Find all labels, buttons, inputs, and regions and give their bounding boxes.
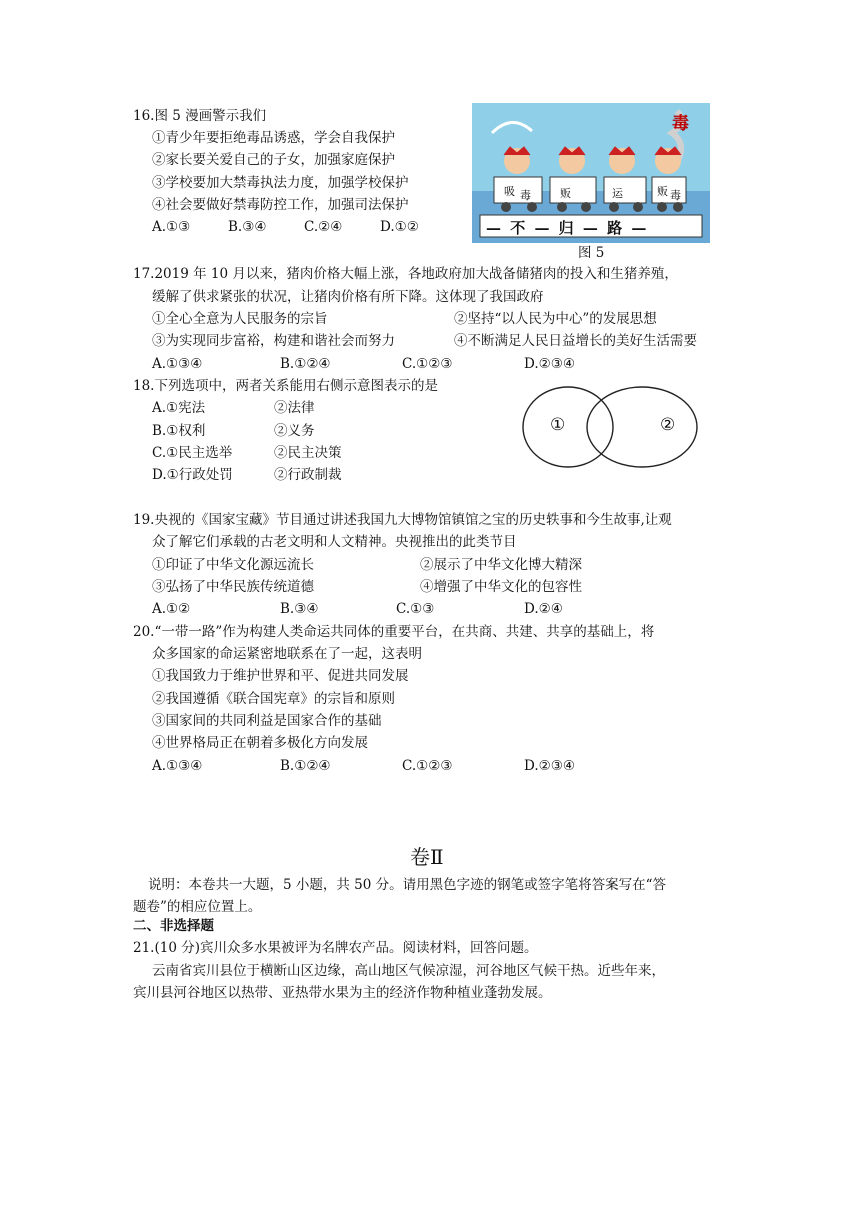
q17-item-2: ②坚持“以人民为中心”的发展思想 [454,311,657,327]
q17-item-1: ①全心全意为人民服务的宗旨 [152,311,328,327]
q18-option-a-1: A.①宪法 [152,400,206,416]
cartoon-banner: — 不 — 归 — 路 — [486,219,649,237]
cartoon-label-5: 贩 [657,185,668,198]
q18-option-b-1: B.①权利 [152,423,206,439]
part-2-note-line-2: 题卷”的相应位置上。 [133,899,262,915]
q17-stem-line-2: 缓解了供求紧张的状况，让猪肉价格有所下降。这体现了我国政府 [152,289,544,305]
q18-stem: 18.下列选项中，两者关系能用右侧示意图表示的是 [133,378,438,394]
q17-stem-line-1: 17.2019 年 10 月以来，猪肉价格大幅上涨，各地政府加大战备储猪肉的投入和生猪养殖， [133,266,678,282]
cartoon-label-3: 贩 [560,187,571,200]
q18-option-c-1: C.①民主选举 [152,445,233,461]
cartoon-label-1: 吸 [504,185,515,198]
q16-option-d: D.①② [380,219,419,235]
q19-option-c: C.①③ [396,601,435,617]
q16-item-3: ③学校要加大禁毒执法力度，加强学校保护 [152,175,409,191]
q18-option-a-2: ②法律 [274,400,315,416]
q19-stem-line-2: 众了解它们承载的古老文明和人文精神。央视推出的此类节目 [152,534,517,550]
q20-option-b: B.①②④ [280,758,331,774]
cartoon-label-2: 毒 [520,189,531,202]
venn-diagram [520,385,720,470]
q17-option-d: D.②③④ [524,356,575,372]
q16-option-a: A.①③ [152,219,191,235]
part-2-note-line-1: 说明：本卷共一大题，5 小题，共 50 分。请用黑色字迹的钢笔或签字笔将答案写在“答 [148,877,667,893]
q16-option-c: C.②④ [304,219,343,235]
q19-option-a: A.①② [152,601,191,617]
q20-option-c: C.①②③ [402,758,453,774]
figure-5-caption: 图 5 [578,245,605,261]
q17-option-b: B.①②④ [280,356,331,372]
q18-option-c-2: ②民主决策 [274,445,342,461]
q19-option-b: B.③④ [280,601,319,617]
q19-item-1: ①印证了中华文化源远流长 [152,557,314,573]
q17-item-4: ④不断满足人民日益增长的美好生活需要 [454,333,697,349]
q20-stem-line-2: 众多国家的命运紧密地联系在了一起，这表明 [152,646,422,662]
q19-item-4: ④增强了中华文化的包容性 [420,579,582,595]
q20-option-a: A.①③④ [152,758,203,774]
q18-option-b-2: ②义务 [274,423,315,439]
q16-option-b: B.③④ [228,219,267,235]
q20-item-3: ③国家间的共同利益是国家合作的基础 [152,713,382,729]
q17-option-a: A.①③④ [152,356,203,372]
q20-item-4: ④世界格局正在朝着多极化方向发展 [152,735,368,751]
q20-item-2: ②我国遵循《联合国宪章》的宗旨和原则 [152,691,395,707]
q21-stem: 21.(10 分)宾川众多水果被评为名牌农产品。阅读材料，回答问题。 [133,940,538,956]
q21-paragraph-line-1: 云南省宾川县位于横断山区边缘，高山地区气候凉湿，河谷地区气候干热。近些年来， [152,963,665,979]
venn-label-left: ① [550,415,566,435]
q16-item-2: ②家长要关爱自己的子女，加强家庭保护 [152,152,395,168]
venn-label-right: ② [660,415,676,435]
q20-option-d: D.②③④ [524,758,575,774]
cartoon-label-4: 运 [612,187,623,200]
q20-stem-line-1: 20.“一带一路”作为构建人类命运共同体的重要平台，在共商、共建、共享的基础上，将 [133,624,655,640]
part-2-title: 卷Ⅱ [410,845,444,869]
q16-stem: 16.图 5 漫画警示我们 [133,108,267,124]
cartoon-label-6: 毒 [670,189,681,202]
q19-item-2: ②展示了中华文化博大精深 [420,557,582,573]
q17-item-3: ③为实现同步富裕，构建和谐社会而努力 [152,333,395,349]
q17-option-c: C.①②③ [402,356,453,372]
q21-paragraph-line-2: 宾川县河谷地区以热带、亚热带水果为主的经济作物种植业蓬勃发展。 [133,985,552,1001]
cartoon-top-char: 毒 [672,114,689,134]
q19-stem-line-1: 19.央视的《国家宝藏》节目通过讲述我国九大博物馆镇馆之宝的历史轶事和今生故事,让观 [133,512,672,528]
q16-item-1: ①青少年要拒绝毒品诱惑，学会自我保护 [152,130,395,146]
figure-5-cartoon [472,103,710,243]
q19-item-3: ③弘扬了中华民族传统道德 [152,579,314,595]
q18-option-d-2: ②行政制裁 [274,467,342,483]
q18-option-d-1: D.①行政处罚 [152,467,233,483]
q16-item-4: ④社会要做好禁毒防控工作，加强司法保护 [152,197,409,213]
q19-option-d: D.②④ [524,601,563,617]
section-heading: 二、非选择题 [133,918,214,934]
q20-item-1: ①我国致力于维护世界和平、促进共同发展 [152,668,409,684]
